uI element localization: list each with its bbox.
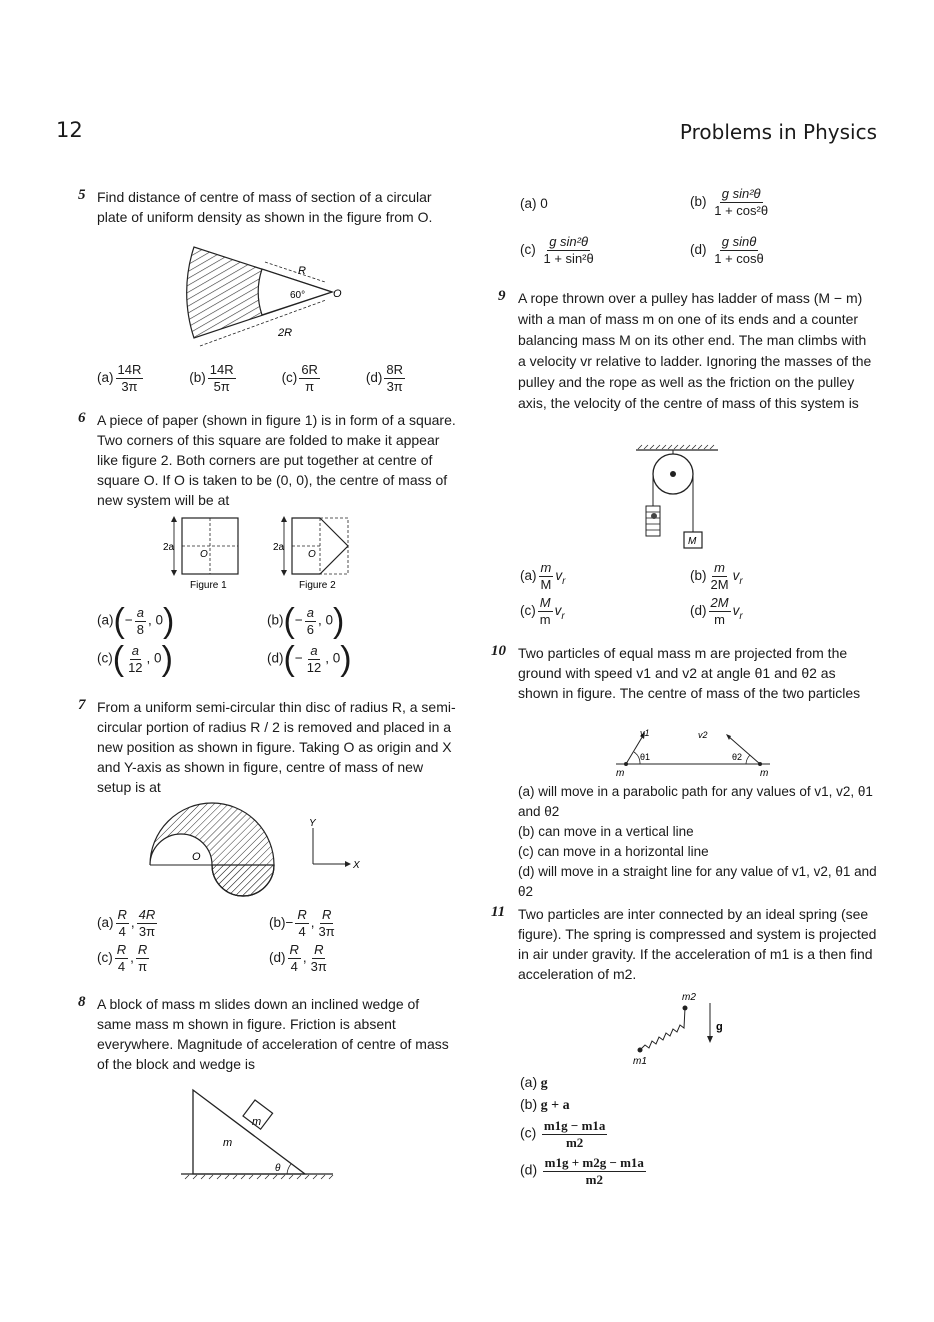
option-numerator: a (131, 642, 139, 658)
option-d (366, 362, 407, 395)
option-numerator: m1g − m1a (543, 1118, 606, 1133)
figure1-caption: Figure 1 (190, 580, 227, 591)
option-numerator: 14R (209, 362, 234, 377)
option-label: (d) (520, 1161, 538, 1178)
y-axis-label: Y (309, 818, 316, 829)
right-paren: ) (162, 602, 175, 640)
figure2-caption: Figure 2 (299, 580, 336, 591)
pulley-ladder-figure (636, 444, 726, 554)
option-label: (b) (690, 194, 707, 210)
fraction (136, 942, 149, 975)
options-q10 (518, 782, 878, 902)
projectile-figure (610, 726, 780, 782)
side-label: 2a (273, 542, 285, 553)
option-numerator: 6R (301, 362, 318, 377)
option-velocity: v (555, 568, 563, 584)
option-numerator: a (306, 604, 314, 620)
option-denominator: m (714, 612, 725, 627)
option-denominator: 3π (386, 379, 403, 394)
option-d (520, 1155, 648, 1188)
option-velocity: v (732, 603, 740, 619)
m1-label: m1 (633, 1056, 647, 1067)
option-a (97, 907, 269, 940)
option-b (690, 560, 860, 593)
v1-label: v1 (640, 728, 650, 738)
option-value: g + a (540, 1098, 570, 1113)
option-denominator: π (305, 379, 315, 394)
option-denominator: 1 + cosθ (714, 251, 764, 266)
question-text: A piece of paper (shown in figure 1) is in form of a square. Two corners of this square are folded to make it appear like figure 2. Both corners are put together at centre of square O. If O is taken to be (0, 0), the centre of mass of new system will be at (97, 412, 456, 508)
option-numerator: R (314, 942, 324, 957)
option-denominator: 3π (310, 959, 327, 974)
left-paren: ( (283, 640, 295, 678)
fraction (116, 362, 144, 395)
option-label: (c) (97, 950, 113, 966)
fraction (116, 907, 129, 940)
v2-label: v2 (698, 730, 708, 740)
option-label: (d) (690, 242, 707, 258)
option-label: (b) (690, 568, 707, 584)
option-numerator: 4R (138, 907, 156, 922)
option-label: (b) (189, 370, 206, 386)
option-tail: , 0 (147, 612, 163, 628)
option-numerator: R (116, 942, 127, 957)
option-b (189, 362, 237, 395)
option-numerator: 14R (117, 362, 142, 377)
option-sign: − (124, 612, 133, 628)
option-numerator: R (137, 942, 148, 957)
option-denominator: M (540, 577, 552, 592)
fraction (539, 560, 554, 593)
option-denominator: 12 (128, 659, 143, 675)
option-a (97, 604, 267, 638)
question-number: 6 (78, 410, 86, 426)
option-a (518, 782, 878, 822)
option-denominator: 4 (118, 924, 126, 939)
option-c (520, 595, 690, 628)
option-numerator: g sin²θ (721, 186, 761, 201)
option-denominator: 3π (318, 924, 335, 939)
option-denominator: 1 + cos²θ (714, 203, 769, 218)
fraction (137, 907, 158, 940)
option-numerator: R (321, 907, 332, 922)
options-q11 (520, 1072, 648, 1188)
option-label: (a) (97, 370, 114, 386)
option-label: (c) (518, 844, 534, 859)
option-numerator: a (136, 604, 144, 620)
option-label: (a) (520, 568, 537, 584)
fraction (317, 907, 337, 940)
right-paren: ) (340, 640, 352, 678)
subscript-r: r (561, 610, 565, 622)
x-axis-label: X (353, 860, 360, 871)
option-b (269, 907, 437, 940)
option-a (520, 196, 548, 211)
question-text: A block of mass m slides down an inclined wedge of same mass m shown in figure. Friction is absent everywhere. Magnitude of acceleration of centre of mass of the block and wedge is (97, 996, 449, 1072)
angle-label: θ (275, 1163, 281, 1174)
option-denominator: 4 (117, 959, 126, 974)
option-text: can move in a horizontal line (537, 844, 709, 859)
option-velocity: v (554, 603, 562, 619)
fraction (288, 942, 301, 975)
option-numerator: R (297, 907, 307, 922)
question-text: A rope thrown over a pulley has ladder of mass (M − m) with a man of mass m on one of its ends and a counter balancing mass M on its other end. The man climbs with a velocity vr relative to ladder. Ignoring the masses of the pulley and the rope as well as the friction on the pulley axis, the velocity of the centre of mass of this system is (518, 290, 872, 411)
left-paren: ( (113, 602, 125, 640)
gravity-label: g (716, 1021, 723, 1033)
option-label: (c) (520, 242, 536, 258)
option-sign: − (294, 612, 303, 628)
fraction (295, 907, 308, 940)
origin-label: O (192, 851, 201, 863)
left-paren: ( (112, 640, 125, 678)
option-tail: , 0 (146, 650, 162, 666)
option-a (520, 560, 690, 593)
fraction (135, 605, 146, 638)
option-denominator: 12 (306, 659, 322, 675)
fraction (384, 362, 405, 395)
fraction (299, 362, 320, 395)
option-c (520, 234, 598, 267)
option-numerator: g sinθ (721, 234, 757, 249)
right-paren: ) (332, 602, 345, 640)
subscript-r: r (562, 575, 566, 587)
fraction (305, 605, 316, 638)
option-d (690, 595, 860, 628)
fraction (309, 942, 329, 975)
option-denominator: 1 + sin²θ (543, 251, 594, 266)
option-numerator: g sin²θ (549, 234, 589, 249)
option-label: (d) (365, 370, 383, 386)
option-value: g (540, 1076, 548, 1091)
option-denominator: 6 (306, 621, 314, 637)
option-numerator: m (714, 560, 725, 575)
fraction (208, 362, 236, 395)
subscript-r: r (739, 610, 743, 622)
option-label: (d) (518, 864, 535, 879)
option-label: (b) (518, 824, 535, 839)
fraction (709, 560, 731, 593)
option-d (518, 862, 878, 902)
wedge-figure (175, 1080, 335, 1185)
option-sign: − (285, 915, 294, 931)
side-label: 2a (163, 542, 175, 553)
option-denominator: m2 (585, 1172, 603, 1187)
options-q7 (97, 907, 437, 975)
option-label: (b) (267, 612, 284, 628)
fraction (305, 643, 323, 676)
block-mass-label: m (252, 1116, 262, 1128)
option-label: (a) (97, 612, 114, 628)
r-label: R (298, 265, 306, 277)
page-number: 12 (56, 118, 83, 142)
option-a (520, 1072, 648, 1094)
option-label: (a) (520, 1074, 538, 1090)
option-label: (a) (520, 196, 537, 211)
option-a (97, 362, 145, 395)
mass-label: M (688, 536, 697, 547)
option-label: (b) (520, 1096, 538, 1112)
option-text: will move in a parabolic path for any values of v1, v2, θ1 and θ2 (518, 784, 873, 819)
option-denominator: 8 (136, 621, 144, 637)
option-text: will move in a straight line for any value of v1, v2, θ1 and θ2 (518, 864, 877, 899)
question-text: Find distance of centre of mass of section of a circular plate of uniform density as shown in the figure from O. (97, 189, 433, 225)
option-d (269, 942, 437, 975)
option-sign: − (294, 650, 303, 666)
book-title: Problems in Physics (679, 120, 877, 144)
option-denominator: 2M (710, 577, 729, 592)
option-numerator: 2M (710, 595, 729, 610)
option-text: can move in a vertical line (538, 824, 694, 839)
theta2-label: θ2 (732, 752, 743, 762)
options-q5 (97, 362, 407, 395)
option-numerator: m1g + m2g − m1a (544, 1155, 644, 1170)
fraction (115, 942, 128, 975)
theta1-label: θ1 (640, 752, 651, 762)
option-c (518, 842, 878, 862)
option-d (267, 642, 427, 676)
option-tail: , 0 (325, 650, 341, 666)
comma: , (302, 950, 307, 966)
option-numerator: R (117, 907, 127, 922)
folded-square-figure (160, 512, 360, 594)
question-text: From a uniform semi-circular thin disc of radius R, a semi-circular portion of radius R / 2 is removed and placed in a new position as shown in figure. Taking O as origin and X and Y-axis as shown in figure, centre of mass of new setup is at (97, 699, 456, 795)
comma: , (130, 915, 135, 931)
mass-label: m (760, 768, 769, 779)
sector-figure (170, 240, 350, 350)
question-number: 7 (78, 697, 86, 713)
semicircle-disc-figure (140, 800, 380, 900)
question-number: 9 (498, 288, 506, 304)
option-value: 0 (540, 196, 548, 211)
option-denominator: 4 (298, 924, 306, 939)
question-number: 11 (491, 904, 506, 920)
option-label: (b) (269, 915, 286, 931)
origin-label: O (200, 549, 208, 560)
option-b (690, 186, 772, 219)
option-label: (c) (520, 603, 536, 619)
option-label: (d) (269, 950, 286, 966)
option-label: (d) (267, 650, 284, 666)
options-q9 (520, 560, 860, 628)
fraction (709, 595, 731, 628)
option-velocity: v (732, 568, 740, 584)
option-label: (a) (97, 915, 114, 931)
option-c (282, 362, 322, 395)
option-numerator: R (289, 942, 299, 957)
question-number: 8 (78, 994, 86, 1010)
fraction (538, 595, 553, 628)
option-denominator: m2 (565, 1135, 584, 1150)
option-b (518, 822, 878, 842)
option-numerator: m (540, 560, 552, 575)
m2-label: m2 (682, 992, 696, 1003)
option-label: (c) (97, 650, 113, 666)
option-denominator: π (138, 959, 148, 974)
option-c (97, 642, 267, 676)
right-paren: ) (161, 640, 173, 678)
question-number: 10 (491, 643, 506, 659)
option-denominator: 5π (213, 379, 230, 394)
option-c (97, 942, 269, 975)
option-c (520, 1118, 648, 1151)
question-number: 5 (78, 187, 86, 203)
option-numerator: M (539, 595, 551, 610)
subscript-r: r (739, 575, 743, 587)
option-d (690, 234, 768, 267)
origin-label: O (308, 549, 316, 560)
option-denominator: m (539, 612, 551, 627)
option-denominator: 3π (138, 924, 156, 939)
comma: , (310, 915, 315, 931)
angle-label: 60° (290, 290, 306, 301)
mass-label: m (616, 768, 625, 779)
origin-label: O (333, 288, 342, 300)
option-numerator: 8R (386, 362, 403, 377)
option-label: (d) (690, 603, 707, 619)
wedge-mass-label: m (223, 1137, 233, 1149)
option-label: (c) (520, 1124, 537, 1141)
two-r-label: 2R (278, 327, 293, 339)
fraction (126, 643, 144, 676)
option-label: (a) (518, 784, 535, 799)
left-paren: ( (283, 602, 295, 640)
option-numerator: a (310, 642, 318, 658)
option-label: (c) (281, 370, 298, 386)
option-denominator: 3π (121, 379, 138, 394)
option-tail: , 0 (317, 612, 333, 628)
option-b (520, 1094, 648, 1116)
comma: , (130, 950, 134, 966)
option-b (267, 604, 427, 638)
option-denominator: 4 (290, 959, 298, 974)
options-q6 (97, 604, 427, 676)
question-text: Two particles are inter connected by an ideal spring (see figure). The spring is compressed and system is projected in air under gravity. If the acceleration of m1 is a then find acceleration of m2. (518, 906, 877, 982)
question-text: Two particles of equal mass m are projected from the ground with speed v1 and v2 at angle θ1 and θ2 as shown in figure. The centre of mass of the two particles (518, 645, 861, 701)
spring-figure (625, 988, 735, 1068)
